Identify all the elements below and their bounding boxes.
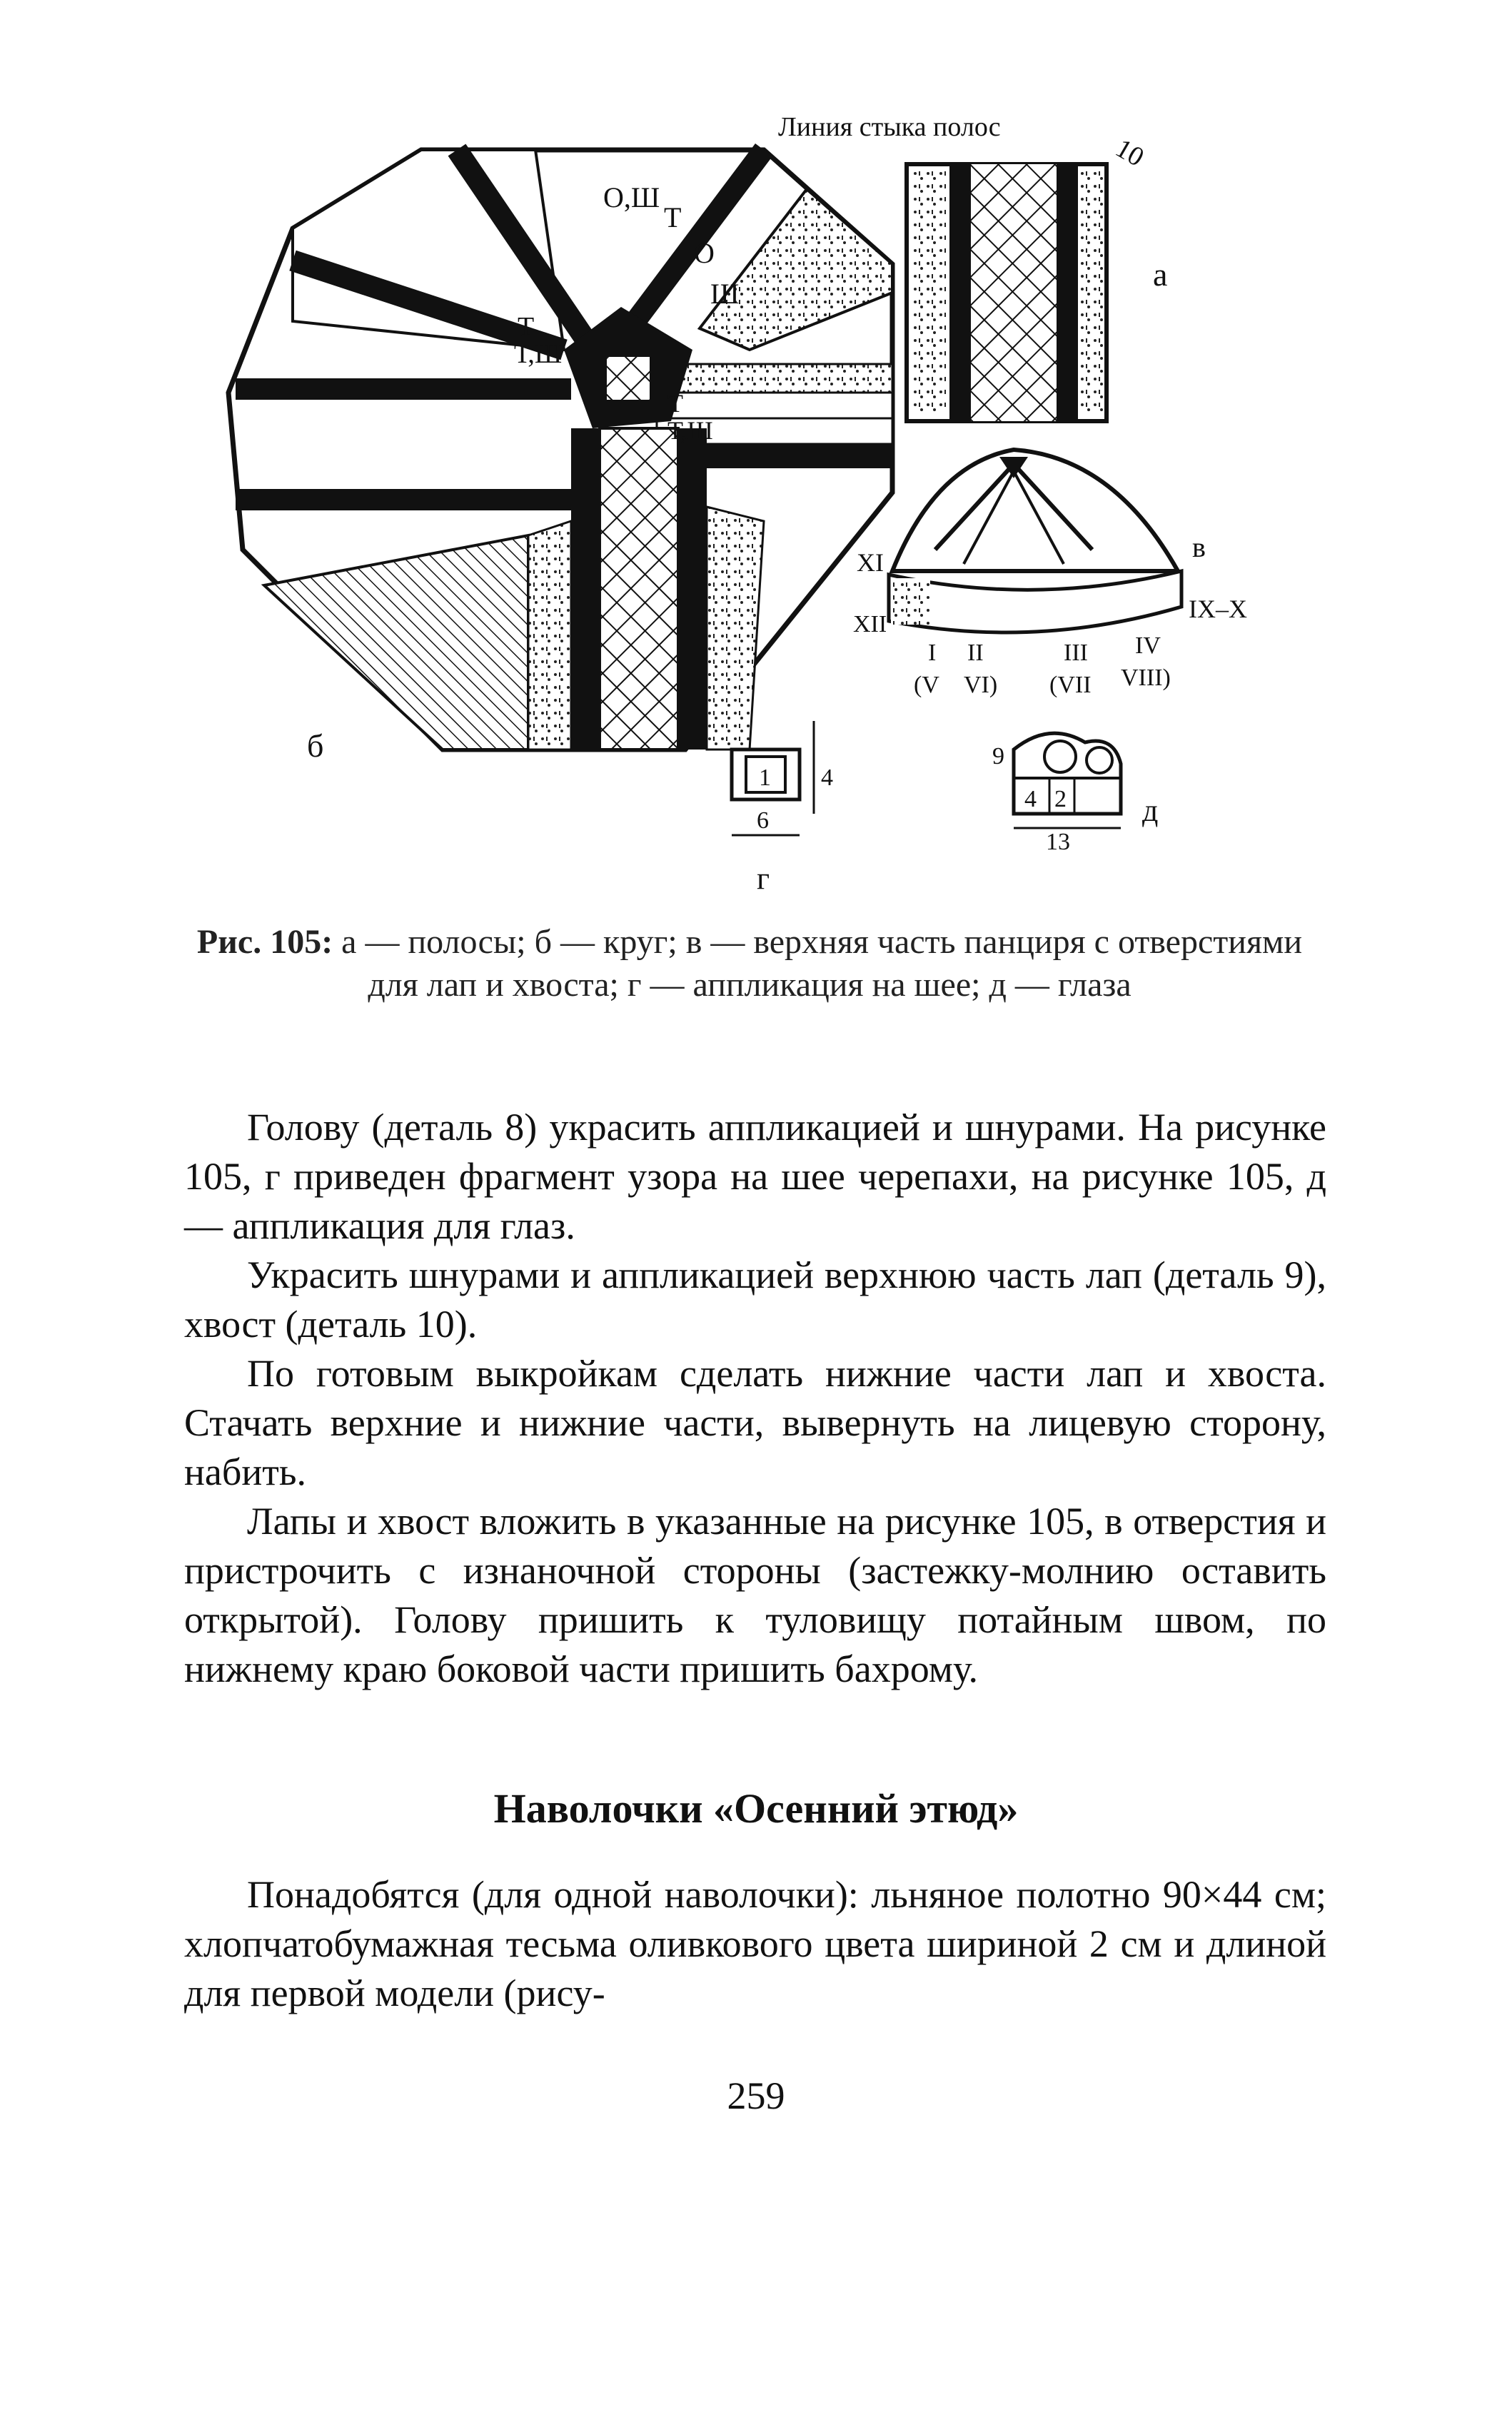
page-number: 259 [727,2074,785,2117]
label-xii: XII [853,611,887,637]
label-iv: IV [1135,632,1161,659]
figure-105 [193,93,1306,907]
label-g: г [757,861,770,896]
paragraph: Лапы и хвост вложить в указанные на рисунке 105, в отверстия и пристрочить с изнаночной стороны (застежку-молнию оставить открытой). Голову пришить к туловищу потайным швом, по нижнему краю боковой части пришить бахрому. [184,1500,1326,1690]
label-tsh-right: Т,Ш [667,416,713,445]
label-t-mid: Т [518,312,535,342]
label-xi: XI [857,548,884,577]
label-d: д [1142,793,1159,828]
label-ii: II [967,640,984,666]
label-t-right: Т [667,389,683,418]
label-join-line: Линия стыка полос [778,112,1001,142]
label-v: в [1192,531,1206,563]
label-t: Т [664,201,682,233]
label-d-4: 4 [1024,786,1037,812]
section-body [184,1870,1326,2018]
label-g-6: 6 [757,807,769,834]
label-tsh-mid: Т,Ш [514,339,563,369]
pattern-diagram [193,93,1306,907]
label-d-2: 2 [1054,786,1067,812]
label-sh: Ш [710,278,740,310]
section-title: Наволочки «Осенний этюд» [493,1785,1019,1832]
figure-caption [171,921,1328,1006]
paragraph: Понадобятся (для одной наволочки): льняное полотно 90×44 см; хлопчатобумажная тесьма оливкового цвета шириной 2 см и длиной для первой модели (рису- [184,1873,1326,2014]
dome-v [853,450,1247,698]
caption-prefix: Рис. 105: [196,923,333,961]
label-v-paren: (V [914,672,939,698]
label-osh: О,Ш [603,181,660,213]
paragraph: Украсить шнурами и аппликацией верхнюю часть лап (деталь 9), хвост (деталь 10). [184,1253,1326,1346]
eye-applique-d [992,733,1158,855]
paragraph: Голову (деталь 8) украсить аппликацией и шнурами. На рисунке 105, г приведен фрагмент узора на шее черепахи, на рисунке 105, д — аппликация для глаз. [184,1106,1326,1247]
label-a: а [1153,256,1168,293]
label-vii-paren: (VII [1049,672,1092,698]
label-d-9: 9 [992,743,1004,770]
label-iii: III [1064,640,1088,666]
label-g-4: 4 [821,765,833,791]
label-o: О [694,237,715,269]
label-b: б [307,727,324,764]
label-d-13: 13 [1046,829,1070,855]
label-dim-10: 10 [1110,133,1149,173]
label-g-1: 1 [759,765,771,791]
body-text [184,1103,1326,1694]
paragraph: По готовым выкройкам сделать нижние части лап и хвоста. Стачать верхние и нижние части, вывернуть на лицевую сторону, набить. [184,1352,1326,1493]
label-i: I [928,640,937,666]
caption-text: а — полосы; б — круг; в — верхняя часть панциря с отверстиями для лап и хвоста; г — аппликация на шее; д — глаза [333,923,1303,1004]
label-viii-paren: VIII) [1121,665,1171,691]
circle-b [228,150,892,750]
label-vi-paren: VI) [964,672,998,698]
label-ix-x: IX–X [1189,595,1247,623]
